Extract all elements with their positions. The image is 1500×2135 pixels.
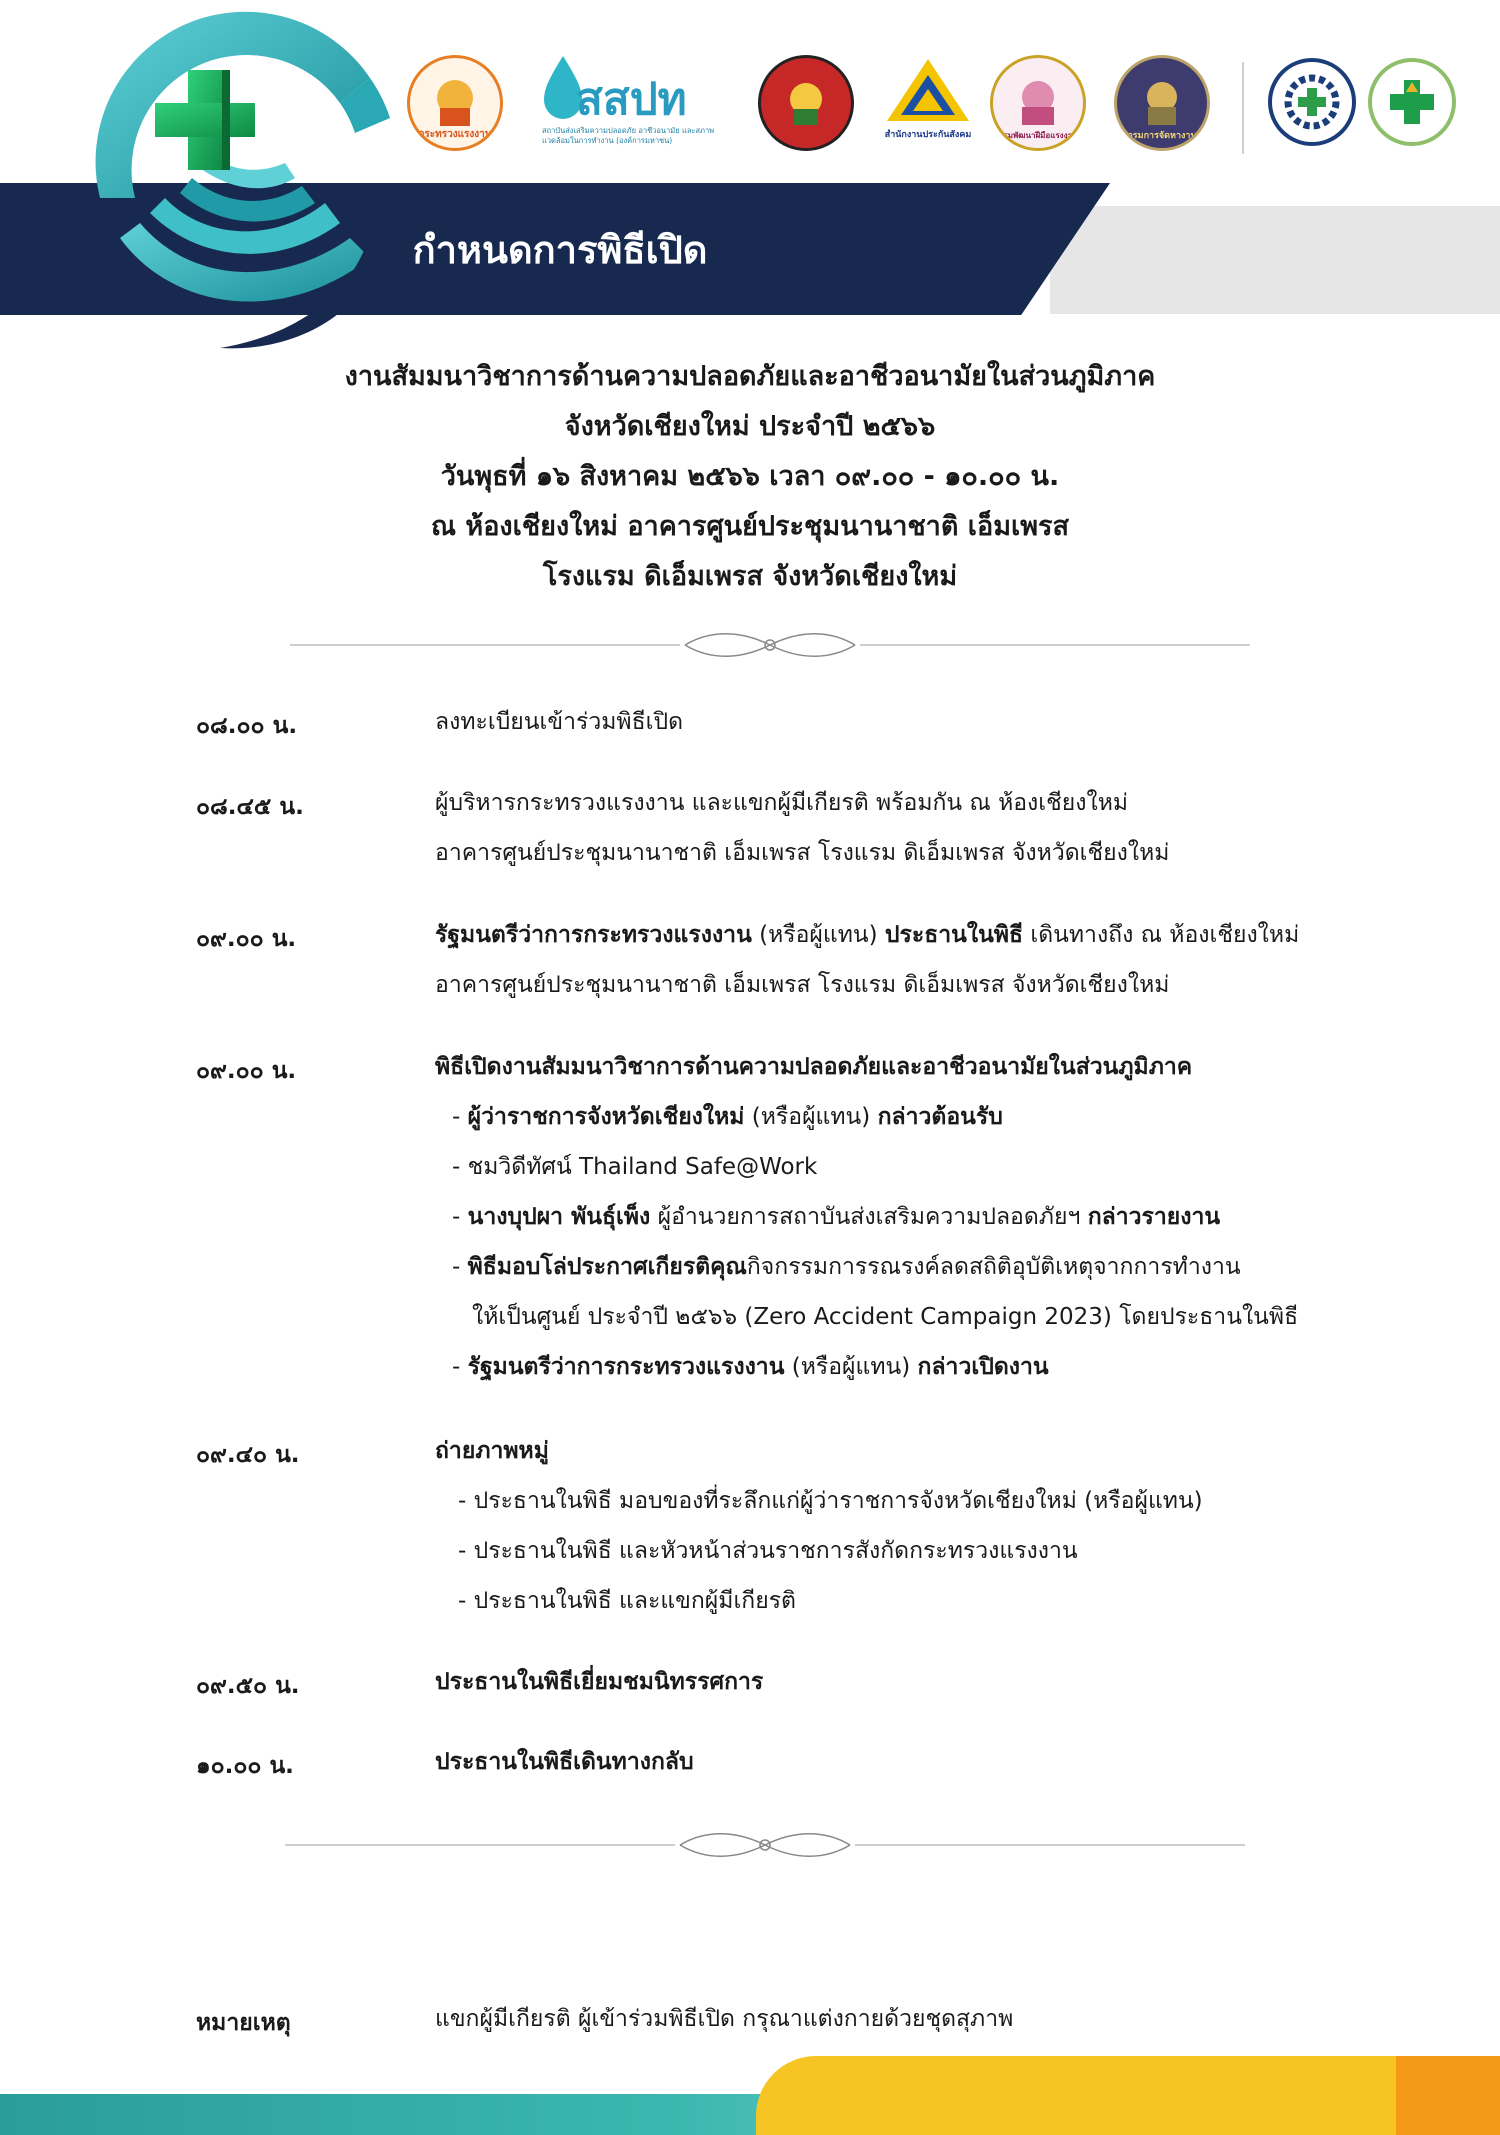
green-cross-logo [1368, 58, 1456, 146]
schedule-subitem: - ประธานในพิธี มอบของที่ระลึกแก่ผู้ว่าราชการจังหวัดเชียงใหม่ (หรือผู้แทน) [458, 1488, 1203, 1514]
event-venue: ณ ห้องเชียงใหม่ อาคารศูนย์ประชุมนานาชาติ เอ็มเพรส [430, 511, 1070, 542]
schedule-subitem: - นางบุปผา พันธุ์เพ็ง ผู้อำนวยการสถาบันส่งเสริมความปลอดภัยฯ กล่าวรายงาน [452, 1204, 1221, 1230]
schedule-subitem: - ชมวิดีทัศน์ Thailand Safe@Work [452, 1154, 818, 1180]
event-hotel: โรงแรม ดิเอ็มเพรส จังหวัดเชียงใหม่ [542, 561, 958, 592]
event-date: วันพุธที่ ๑๖ สิงหาคม ๒๕๖๖ เวลา ๐๙.๐๐ - ๑๐.๐๐ น. [440, 461, 1060, 492]
deity-icon [1006, 75, 1070, 131]
employment-dept-logo: กรมการจัดหางาน [1114, 55, 1210, 151]
event-title-line1: งานสัมมนาวิชาการด้านความปลอดภัยและอาชีวอนามัยในส่วนภูมิภาค [344, 361, 1156, 392]
safety-emblem-logo [40, 8, 440, 368]
schedule-subitem: - ประธานในพิธี และหัวหน้าส่วนราชการสังกัดกระทรวงแรงงาน [458, 1538, 1078, 1564]
note-text: แขกผู้มีเกียรติ ผู้เข้าร่วมพิธีเปิด กรุณาแต่งกายด้วยชุดสุภาพ [435, 2006, 1014, 2032]
schedule-time: ๐๙.๐๐ น. [196, 926, 297, 952]
event-title-line2: จังหวัดเชียงใหม่ ประจำปี ๒๕๖๖ [564, 411, 936, 442]
schedule-time: ๐๙.๕๐ น. [196, 1673, 300, 1699]
triangle-logo-icon [883, 55, 973, 125]
schedule-subitem: - พิธีมอบโล่ประกาศเกียรติคุณกิจกรรมการรณรงค์ลดสถิติอุบัติเหตุจากการทำงาน [452, 1254, 1241, 1280]
schedule-title: ประธานในพิธีเดินทางกลับ [435, 1749, 694, 1775]
schedule-title: ประธานในพิธีเยี่ยมชมนิทรรศการ [435, 1669, 764, 1695]
schedule-subitem: - ผู้ว่าราชการจังหวัดเชียงใหม่ (หรือผู้แทน) กล่าวต้อนรับ [452, 1104, 1003, 1130]
ministry-of-labour-logo: กระทรวงแรงงาน [407, 55, 503, 151]
schedule-subitem: - รัฐมนตรีว่าการกระทรวงแรงงาน (หรือผู้แทน) กล่าวเปิดงาน [452, 1354, 1049, 1380]
footer-band-orange [1396, 2056, 1500, 2135]
schedule-text: อาคารศูนย์ประชุมนานาชาติ เอ็มเพรส โรงแรม ดิเอ็มเพรส จังหวัดเชียงใหม่ [435, 972, 1170, 998]
safety-gear-logo [1268, 58, 1356, 146]
header-band-grey [1050, 206, 1500, 314]
deity-icon [1132, 75, 1192, 131]
schedule-text: รัฐมนตรีว่าการกระทรวงแรงงาน (หรือผู้แทน) ประธานในพิธี เดินทางถึง ณ ห้องเชียงใหม่ [435, 922, 1300, 948]
schedule-time: ๐๙.๔๐ น. [196, 1442, 300, 1468]
social-security-office-logo: สำนักงานประกันสังคม [878, 55, 978, 155]
schedule-text: ผู้บริหารกระทรวงแรงงาน และแขกผู้มีเกียรติ พร้อมกัน ณ ห้องเชียงใหม่ [435, 790, 1129, 816]
labour-protection-dept-logo [758, 55, 854, 151]
deity-icon [776, 73, 836, 133]
green-cross-icon [155, 70, 255, 170]
schedule-text: อาคารศูนย์ประชุมนานาชาติ เอ็มเพรส โรงแรม ดิเอ็มเพรส จังหวัดเชียงใหม่ [435, 840, 1170, 866]
schedule-title: พิธีเปิดงานสัมมนาวิชาการด้านความปลอดภัยและอาชีวอนามัยในส่วนภูมิภาค [435, 1054, 1193, 1080]
skill-development-dept-logo: กรมพัฒนาฝีมือแรงงาน [990, 55, 1086, 151]
page-title: กำหนดการพิธีเปิด [412, 227, 708, 272]
logo-separator [1242, 62, 1244, 154]
schedule-subitem: ให้เป็นศูนย์ ประจำปี ๒๕๖๖ (Zero Accident Campaign 2023) โดยประธานในพิธี [472, 1304, 1299, 1330]
gear-icon [1280, 70, 1344, 134]
schedule-time: ๐๘.๐๐ น. [196, 713, 298, 739]
schedule-time: ๐๙.๐๐ น. [196, 1058, 297, 1084]
schedule-time: ๑๐.๐๐ น. [196, 1753, 294, 1779]
schedule-subitem: - ประธานในพิธี และแขกผู้มีเกียรติ [458, 1588, 796, 1614]
footer-band-yellow [756, 2056, 1416, 2135]
schedule-title: ถ่ายภาพหมู่ [435, 1438, 549, 1464]
schedule-text: ลงทะเบียนเข้าร่วมพิธีเปิด [435, 709, 684, 735]
note-label: หมายเหตุ [196, 2010, 291, 2036]
ornament-divider [285, 1830, 1245, 1860]
deity-icon [420, 73, 490, 133]
green-cross-icon [1380, 70, 1444, 134]
tosh-logo: สสปท สถาบันส่งเสริมความปลอดภัย อาชีวอนามัย และสภาพแวดล้อมในการทำงาน (องค์การมหาชน) [536, 52, 726, 156]
schedule-time: ๐๘.๔๕ น. [196, 794, 304, 820]
ornament-divider [290, 630, 1250, 660]
